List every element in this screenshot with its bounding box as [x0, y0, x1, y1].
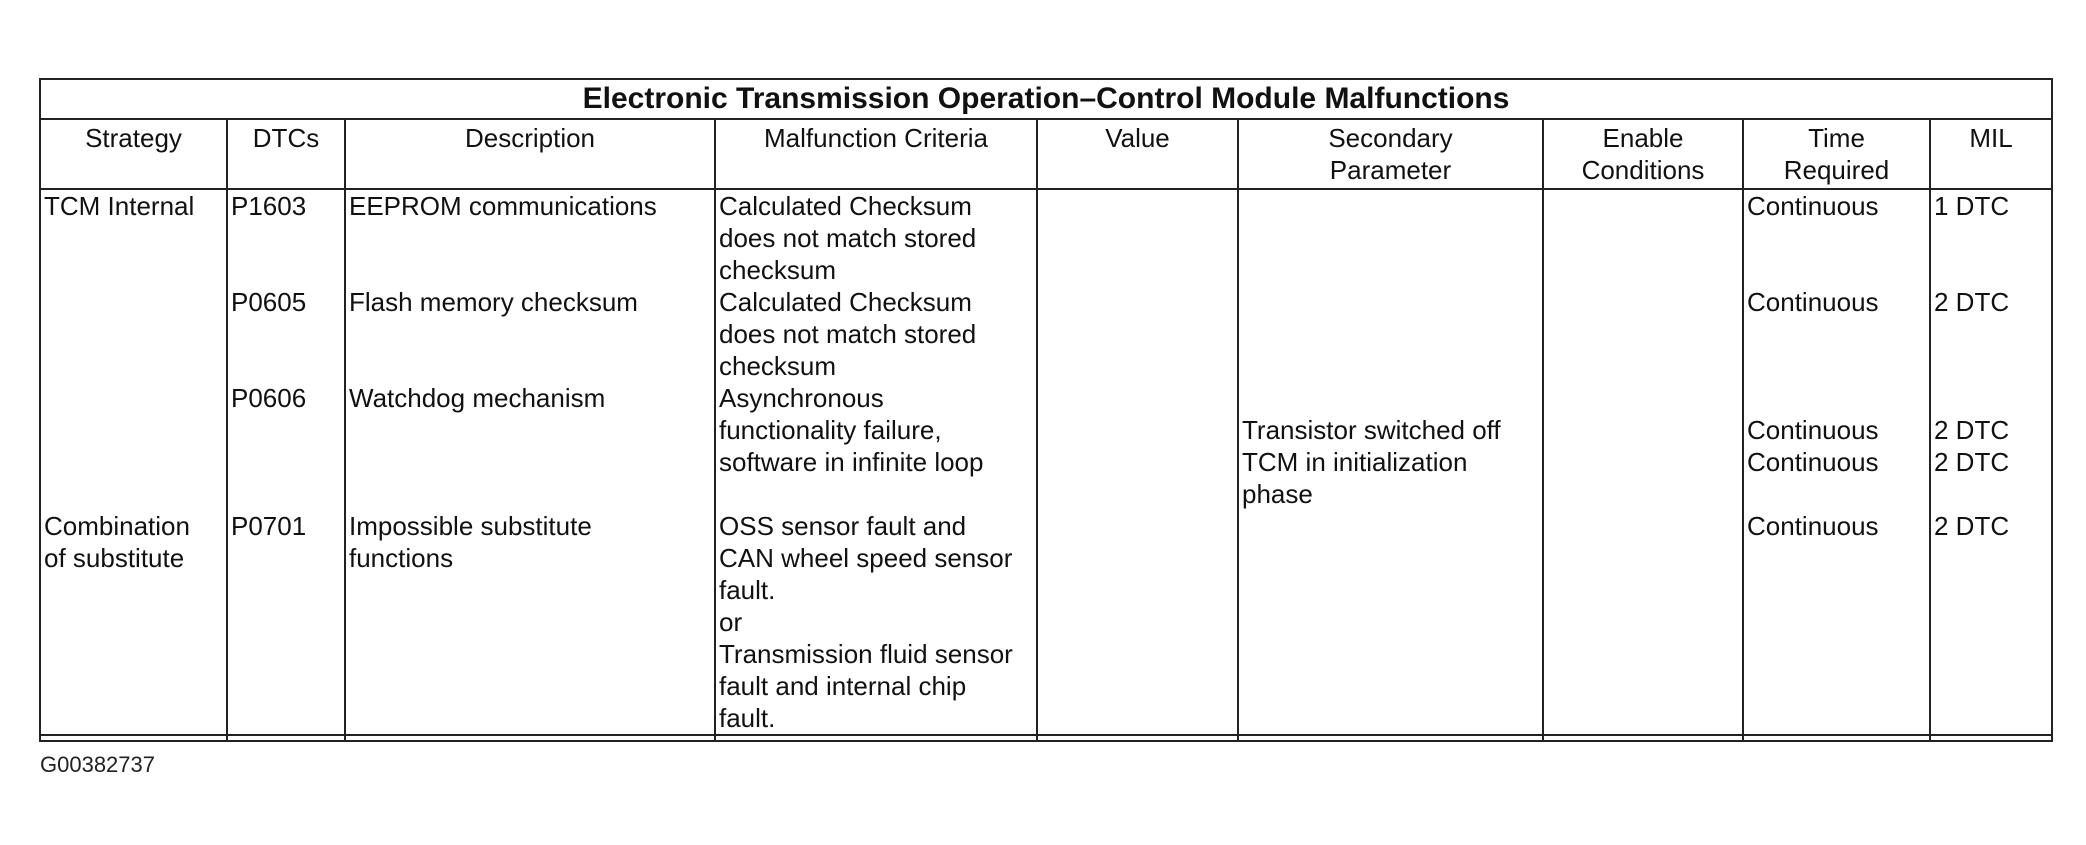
enable-conditions-cell [1543, 189, 1743, 735]
blank-line [719, 478, 1032, 510]
blank-line [1747, 222, 1925, 254]
malfunction-criteria-cell [715, 189, 1037, 735]
cell-line: 2 DTC [1934, 287, 2010, 317]
cell-line: of substitute [44, 543, 185, 573]
cell-line: P0605 [231, 287, 307, 317]
header-row [40, 119, 2052, 189]
cell-line: Continuous [1747, 447, 1879, 477]
blank-line [1934, 254, 2047, 286]
cell-line: fault and internal chip [719, 671, 967, 701]
blank-line [1242, 254, 1538, 286]
blank-line [1934, 478, 2047, 510]
table-bottom-row [40, 735, 2052, 741]
cell-line: Asynchronous [719, 383, 884, 413]
cell-line: functions [349, 543, 454, 573]
cell-line: Watchdog mechanism [349, 383, 606, 413]
cell-line: checksum [719, 255, 837, 285]
blank-line [1934, 350, 2047, 382]
blank-line [231, 254, 340, 286]
cell-line: TCM Internal [44, 191, 195, 221]
description-cell [345, 189, 715, 735]
blank-line [1242, 382, 1538, 414]
cell-line: Continuous [1747, 511, 1879, 541]
cell-line: Continuous [1747, 415, 1879, 445]
blank-line [1747, 318, 1925, 350]
cell-line: checksum [719, 351, 837, 381]
blank-line [1747, 350, 1925, 382]
cell-line: or [719, 607, 743, 637]
blank-line [349, 446, 710, 478]
blank-line [231, 318, 340, 350]
blank-line [231, 414, 340, 446]
header-dtcs: DTCs [227, 119, 345, 189]
cell-line: Continuous [1747, 287, 1879, 317]
blank-line [349, 222, 710, 254]
blank-line [1242, 318, 1538, 350]
strategy-cell [40, 189, 227, 735]
blank-line [44, 382, 222, 414]
blank-line [44, 222, 222, 254]
cell-line: Transmission fluid sensor [719, 639, 1013, 669]
blank-line [231, 222, 340, 254]
blank-line [44, 350, 222, 382]
blank-line [1747, 478, 1925, 510]
blank-line [44, 414, 222, 446]
blank-line [1242, 222, 1538, 254]
blank-line [44, 318, 222, 350]
cell-line: P1603 [231, 191, 307, 221]
header-description: Description [345, 119, 715, 189]
header-malfunction-criteria: Malfunction Criteria [715, 119, 1037, 189]
header-mil: MIL [1930, 119, 2052, 189]
cell-line: Impossible substitute [349, 511, 592, 541]
cell-line: 2 DTC [1934, 511, 2010, 541]
header-strategy: Strategy [40, 119, 227, 189]
cell-line: does not match stored [719, 319, 977, 349]
blank-line [44, 254, 222, 286]
blank-line [1242, 190, 1538, 222]
cell-line: Continuous [1747, 191, 1879, 221]
value-cell [1037, 189, 1238, 735]
figure-reference: G00382737 [40, 752, 155, 777]
blank-line [1242, 350, 1538, 382]
cell-line: P0701 [231, 511, 307, 541]
blank-line [349, 414, 710, 446]
blank-line [44, 286, 222, 318]
cell-line: 2 DTC [1934, 415, 2010, 445]
cell-line: fault. [719, 703, 776, 733]
dtcs-cell [227, 189, 345, 735]
blank-line [1242, 286, 1538, 318]
header-value: Value [1037, 119, 1238, 189]
table-row [40, 189, 2052, 735]
blank-line [1934, 318, 2047, 350]
blank-line [231, 478, 340, 510]
cell-line: does not match stored [719, 223, 977, 253]
blank-line [1747, 382, 1925, 414]
cell-line: TCM in initialization [1242, 447, 1468, 477]
secondary-parameter-cell [1238, 189, 1543, 735]
blank-line [1934, 222, 2047, 254]
blank-line [349, 318, 710, 350]
cell-line: 2 DTC [1934, 447, 2010, 477]
blank-line [231, 350, 340, 382]
table-title: Electronic Transmission Operation–Control Module Malfunctions [40, 79, 2052, 119]
header-time-required: Time Required [1743, 119, 1930, 189]
blank-line [1934, 382, 2047, 414]
cell-line: Combination [44, 511, 190, 541]
cell-line: OSS sensor fault and [719, 511, 967, 541]
cell-line: fault. [719, 575, 776, 605]
time-required-cell [1743, 189, 1930, 735]
cell-line: P0606 [231, 383, 307, 413]
blank-line [44, 478, 222, 510]
blank-line [349, 478, 710, 510]
cell-line: CAN wheel speed sensor [719, 543, 1013, 573]
cell-line: Transistor switched off [1242, 415, 1501, 445]
blank-line [1747, 254, 1925, 286]
header-secondary-parameter: Secondary Parameter [1238, 119, 1543, 189]
malfunction-table [39, 78, 2053, 742]
cell-line: Calculated Checksum [719, 191, 972, 221]
cell-line: 1 DTC [1934, 191, 2010, 221]
blank-line [44, 446, 222, 478]
header-enable-conditions: Enable Conditions [1543, 119, 1743, 189]
blank-line [349, 254, 710, 286]
cell-line: phase [1242, 479, 1313, 509]
cell-line: functionality failure, [719, 415, 942, 445]
mil-cell [1930, 189, 2052, 735]
cell-line: EEPROM communications [349, 191, 657, 221]
blank-line [231, 446, 340, 478]
blank-line [349, 350, 710, 382]
cell-line: software in infinite loop [719, 447, 984, 477]
cell-line: Flash memory checksum [349, 287, 638, 317]
cell-line: Calculated Checksum [719, 287, 972, 317]
